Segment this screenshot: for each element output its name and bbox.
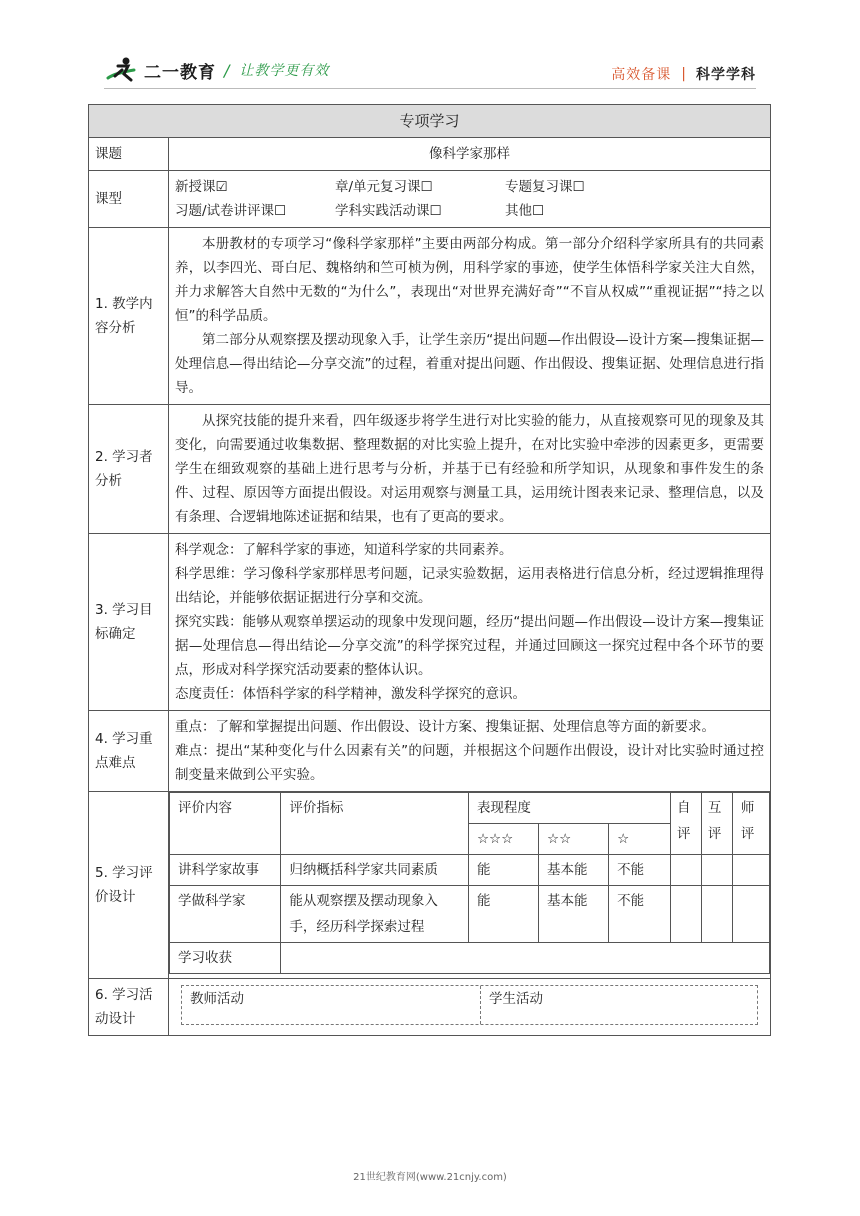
section-4-content — [169, 711, 771, 792]
type-option-practice[interactable]: 学科实践活动课☐ — [335, 203, 442, 219]
eval-teacher-cell[interactable] — [732, 886, 769, 943]
slogan: 让教学更有效 — [239, 63, 330, 79]
section-5-content — [169, 792, 771, 979]
eval-self-cell[interactable] — [671, 855, 702, 886]
eval-stars-2: ☆☆ — [539, 824, 609, 855]
section-1-paragraph: 第二部分从观察摆及摆动现象入手，让学生亲历“提出问题—作出假设—设计方案—搜集证据—处理信息—得出结论—分享交流”的过程，着重对提出问题、作出假设、搜集证据、处理信息进行指导。 — [175, 332, 764, 396]
eval-row-indicator: 归纳概括科学家共同素质 — [281, 855, 469, 886]
header-tag-prep: 高效备课 — [611, 67, 672, 83]
table-row — [170, 886, 770, 943]
key-point-line: 重点：了解和掌握提出问题、作出假设、设计方案、搜集证据、处理信息等方面的新要求。 — [175, 719, 715, 735]
eval-peer-cell[interactable] — [701, 886, 732, 943]
section-3-label: 3. 学习目标确定 — [89, 534, 169, 711]
type-option-unit-review[interactable]: 章/单元复习课☐ — [335, 179, 433, 195]
eval-row-level-2: 基本能 — [539, 855, 609, 886]
difficulty-line: 难点：提出“某种变化与什么因素有关”的问题，并根据这个问题作出假设，设计对比实验时通过控制变量来做到公平实验。 — [175, 743, 764, 783]
table-title: 专项学习 — [89, 105, 771, 138]
objective-line: 探究实践：能够从观察单摆运动的现象中发现问题，经历“提出问题—作出假设—设计方案—搜集证据—处理信息—得出结论—分享交流”的科学探究过程，并通过回顾这一探究过程中各个环节的要点，形成对科学探究活动要素的整体认识。 — [175, 614, 764, 678]
eval-gain-cell[interactable] — [281, 943, 770, 974]
eval-header-self: 自评 — [671, 793, 702, 855]
student-activity-header: 学生活动 — [489, 991, 543, 1007]
section-3-content — [169, 534, 771, 711]
eval-gain-label: 学习收获 — [170, 943, 281, 974]
objective-line: 科学思维：学习像科学家那样思考问题，记录实验数据，运用表格进行信息分析，经过逻辑推理得出结论，并能够依据证据进行分享和交流。 — [175, 566, 764, 606]
table-row — [170, 855, 770, 886]
eval-row-level-3: 能 — [468, 886, 538, 943]
header-tag-subject: 科学学科 — [696, 67, 756, 83]
section-1-content — [169, 228, 771, 405]
eval-header-content: 评价内容 — [170, 793, 281, 855]
lesson-plan-table — [88, 104, 771, 1036]
type-option-new[interactable]: 新授课☑ — [175, 179, 228, 195]
activity-box — [181, 985, 758, 1025]
logo-text: 二一教育 — [144, 62, 216, 83]
evaluation-table — [169, 792, 770, 974]
brand-logo — [104, 56, 329, 84]
topic-label: 课题 — [89, 138, 169, 171]
eval-row-level-1: 不能 — [609, 886, 671, 943]
eval-header-level: 表现程度 — [468, 793, 670, 824]
eval-peer-cell[interactable] — [701, 855, 732, 886]
header-divider: | — [681, 66, 686, 82]
eval-row-content: 讲科学家故事 — [170, 855, 281, 886]
header-tags — [611, 64, 756, 84]
eval-self-cell[interactable] — [671, 886, 702, 943]
eval-stars-1: ☆ — [609, 824, 671, 855]
page-footer: 21世纪教育网(www.21cnjy.com) — [353, 1172, 507, 1183]
topic-value: 像科学家那样 — [169, 138, 771, 171]
runner-logo-icon — [104, 56, 140, 84]
section-4-label: 4. 学习重点难点 — [89, 711, 169, 792]
section-2-content — [169, 405, 771, 534]
eval-row-level-2: 基本能 — [539, 886, 609, 943]
slogan-separator: / — [224, 60, 230, 80]
section-5-label: 5. 学习评价设计 — [89, 792, 169, 979]
eval-header-teacher: 师评 — [732, 793, 769, 855]
type-option-exercise[interactable]: 习题/试卷讲评课☐ — [175, 203, 287, 219]
type-options — [169, 171, 771, 228]
teacher-activity-header: 教师活动 — [182, 986, 481, 1024]
eval-stars-3: ☆☆☆ — [468, 824, 538, 855]
section-1-label: 1. 教学内容分析 — [89, 228, 169, 405]
eval-row-content: 学做科学家 — [170, 886, 281, 943]
eval-teacher-cell[interactable] — [732, 855, 769, 886]
section-2-paragraph: 从探究技能的提升来看，四年级逐步将学生进行对比实验的能力，从直接观察可见的现象及其变化，向需要通过收集数据、整理数据的对比实验上提升，在对比实验中牵涉的因素更多，更需要学生在细致观察的基础上进行思考与分析，并基于已有经验和所学知识，从现象和事件发生的条件、过程、原因等方面提出假设。对运用观察与测量工具，运用统计图表来记录、整理信息，以及有条理、合逻辑地陈述证据和结果，也有了更高的要求。 — [175, 413, 764, 525]
header-rule — [104, 88, 756, 89]
type-option-other[interactable]: 其他☐ — [505, 203, 545, 219]
eval-row-level-3: 能 — [468, 855, 538, 886]
section-2-label: 2. 学习者分析 — [89, 405, 169, 534]
eval-row-indicator: 能从观察摆及摆动现象入手，经历科学探索过程 — [281, 886, 469, 943]
type-option-topic-review[interactable]: 专题复习课☐ — [505, 179, 585, 195]
eval-row-level-1: 不能 — [609, 855, 671, 886]
section-6-label: 6. 学习活动设计 — [89, 979, 169, 1036]
page-header — [0, 0, 860, 100]
eval-header-peer: 互评 — [701, 793, 732, 855]
eval-header-indicator: 评价指标 — [281, 793, 469, 855]
objective-line: 科学观念：了解科学家的事迹，知道科学家的共同素养。 — [175, 542, 513, 558]
objective-line: 态度责任：体悟科学家的科学精神，激发科学探究的意识。 — [175, 686, 526, 702]
type-label: 课型 — [89, 171, 169, 228]
section-6-content — [169, 979, 771, 1036]
section-1-paragraph: 本册教材的专项学习“像科学家那样”主要由两部分构成。第一部分介绍科学家所具有的共同素养，以李四光、哥白尼、魏格纳和竺可桢为例，用科学家的事迹，使学生体悟科学家关注大自然，并力求解答大自然中无数的“为什么”，表现出“对世界充满好奇”“不盲从权威”“重视证据”“持之以恒”的科学品质。 — [175, 236, 764, 324]
